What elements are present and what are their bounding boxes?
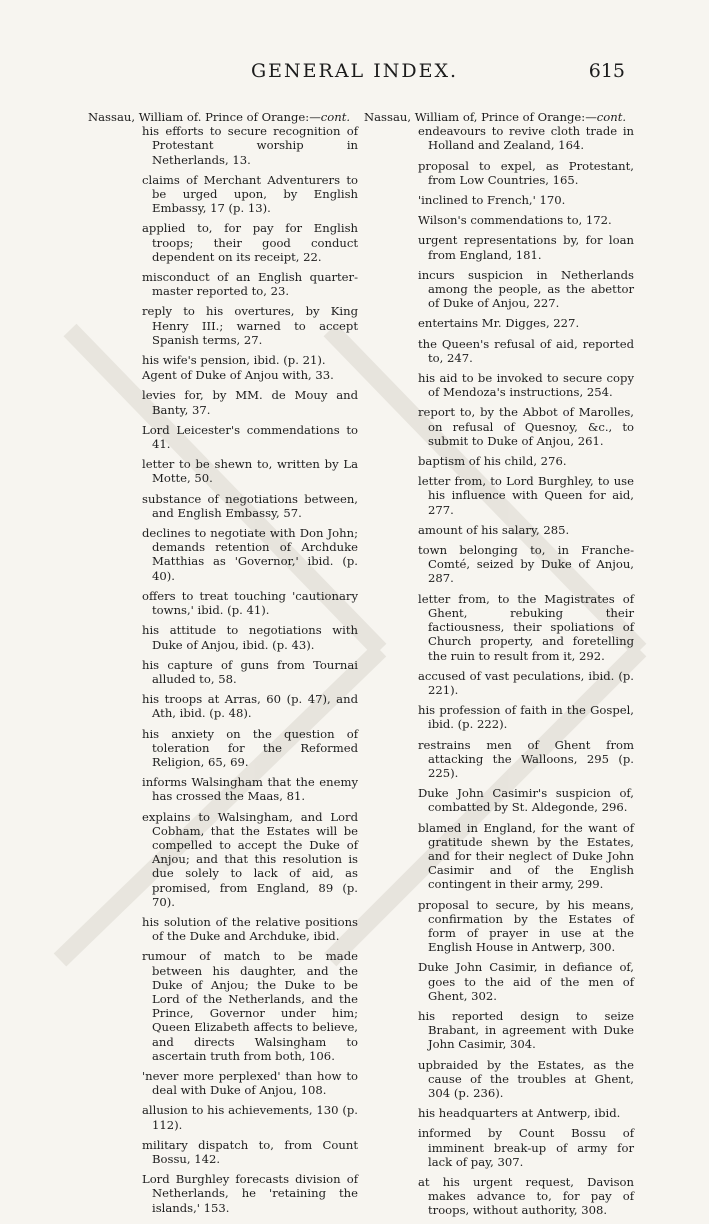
index-entry: entertains Mr. Digges, 227. (418, 316, 580, 331)
index-entry: his efforts to secure recognition of Protestant worship in Netherlands, 13. (142, 124, 358, 167)
page-header (0, 60, 709, 90)
index-entry: urgent representations by, for loan from England, 181. (418, 233, 634, 262)
index-entry: Duke John Casimir's suspicion of, combatted by St. Aldegonde, 296. (418, 786, 634, 815)
index-entry: the Queen's refusal of aid, reported to, 247. (418, 336, 634, 365)
index-entry: proposal to secure, by his means, confirmation by the Estates of form of prayer in use at the English House in Antwerp, 300. (418, 897, 634, 955)
heading-text: Nassau, William of. Prince of Orange:— (88, 110, 321, 124)
index-entry: Lord Leicester's commendations to 41. (142, 422, 358, 452)
index-entry: letter from, to the Magistrates of Ghent, rebuking their factiousness, their spoliations of Church property, and foretelling the ruin to result from it, 292. (418, 591, 634, 663)
index-entry: incurs suspicion in Netherlands among the people, as the abettor of Duke of Anjou, 227. (418, 267, 634, 311)
right-column (364, 110, 634, 1224)
index-entry: Agent of Duke of Anjou with, 33. (142, 368, 334, 383)
page-title: GENERAL INDEX. (250, 60, 459, 82)
index-entry: restrains men of Ghent from attacking the Walloons, 295 (p. 225). (418, 737, 634, 780)
index-entry: at his urgent request, Davison makes advance to, for pay of troops, without authority, 308. (418, 1175, 634, 1218)
index-entry: applied to, for pay for English troops; their good conduct dependent on its receipt, 22. (142, 221, 358, 264)
index-entry: misconduct of an English quarter-master reported to, 23. (142, 270, 358, 299)
index-entry: accused of vast peculations, ibid. (p. 221). (418, 668, 634, 697)
index-entry: his solution of the relative positions of the Duke and Archduke, ibid. (142, 914, 358, 944)
index-entry: reply to his overtures, by King Henry III.; warned to accept Spanish terms, 27. (142, 304, 358, 347)
index-entry: his capture of guns from Tournai alluded to, 58. (142, 657, 358, 686)
index-entry: substance of negotiations between, and English Embassy, 57. (142, 491, 358, 520)
index-entry: his troops at Arras, 60 (p. 47), and Ath, ibid. (p. 48). (142, 692, 358, 721)
index-entry: his aid to be invoked to secure copy of Mendoza's instructions, 254. (418, 371, 634, 400)
index-entry: his wife's pension, ibid. (p. 21). (142, 353, 326, 368)
index-entry: endeavours to revive cloth trade in Holland and Zealand, 164. (418, 124, 634, 153)
index-entry: his anxiety on the question of toleration for the Reformed Religion, 65, 69. (142, 726, 358, 769)
index-entry: his attitude to negotiations with Duke of Anjou, ibid. (p. 43). (142, 623, 358, 652)
index-entry: baptism of his child, 276. (418, 454, 567, 469)
index-entry: his headquarters at Antwerp, ibid. (418, 1106, 621, 1121)
index-entry: levies for, by MM. de Mouy and Banty, 37. (142, 388, 358, 417)
heading-cont: cont. (596, 110, 627, 124)
index-entry: offers to treat touching 'cautionary towns,' ibid. (p. 41). (142, 588, 358, 618)
index-entry: report to, by the Abbot of Marolles, on refusal of Quesnoy, &c., to submit to Duke of Anjou, 261. (418, 405, 634, 448)
index-entry: 'inclined to French,' 170. (418, 193, 566, 208)
index-heading (88, 110, 358, 124)
index-entry: blamed in England, for the want of gratitude shewn by the Estates, and for their neglect of Duke John Casimir and of the English contingent in their army, 299. (418, 820, 634, 892)
page-number: 615 (588, 60, 625, 82)
index-heading (364, 110, 634, 124)
index-entry: claims of Merchant Adventurers to be urged upon, by English Embassy, 17 (p. 13). (142, 172, 358, 216)
index-entry: explains to Walsingham, and Lord Cobham, that the Estates will be compelled to accept the Duke of Anjou; and that this resolution is due solely to lack of aid, as promised, from England, 89 (p. 70). (142, 809, 358, 909)
index-entry: informs Walsingham that the enemy has crossed the Maas, 81. (142, 775, 358, 804)
index-entry: his profession of faith in the Gospel, ibid. (p. 222). (418, 703, 634, 732)
index-entry: Lord Burghley forecasts division of Netherlands, he 'retaining the islands,' 153. (142, 1172, 358, 1215)
index-entry: 'never more perplexed' than how to deal with Duke of Anjou, 108. (142, 1068, 358, 1098)
index-entry: amount of his salary, 285. (418, 522, 570, 537)
index-entry: Duke John Casimir, in defiance of, goes to the aid of the men of Ghent, 302. (418, 960, 634, 1003)
index-entry: his reported design to seize Brabant, in agreement with Duke John Casimir, 304. (418, 1008, 634, 1052)
left-column (88, 110, 358, 1221)
index-entry: town belonging to, in Franche-Comté, seized by Duke of Anjou, 287. (418, 543, 634, 586)
index-entry: letter to be shewn to, written by La Motte, 50. (142, 457, 358, 486)
index-entry: rumour of match to be made between his daughter, and the Duke of Anjou; the Duke to be Lord of the Netherlands, and the Prince, Governor under him; Queen Elizabeth affects to believe, and directs Walsingham to ascertain truth from both, 106. (142, 949, 358, 1063)
index-entry: Wilson's commendations to, 172. (418, 213, 612, 228)
index-entry: military dispatch to, from Count Bossu, 142. (142, 1137, 358, 1166)
index-entry: letter from, to Lord Burghley, to use his influence with Queen for aid, 277. (418, 474, 634, 517)
heading-cont: cont. (320, 110, 351, 124)
index-entry: proposal to expel, as Protestant, from Low Countries, 165. (418, 158, 634, 187)
heading-text: Nassau, William of, Prince of Orange:— (364, 110, 597, 124)
index-entry: allusion to his achievements, 130 (p. 112). (142, 1103, 358, 1132)
index-entry: informed by Count Bossu of imminent break-up of army for lack of pay, 307. (418, 1126, 634, 1169)
index-entry: upbraided by the Estates, as the cause of the troubles at Ghent, 304 (p. 236). (418, 1057, 634, 1100)
index-entry: declines to negotiate with Don John; demands retention of Archduke Matthias as 'Governor,' ibid. (p. 40). (142, 526, 358, 583)
